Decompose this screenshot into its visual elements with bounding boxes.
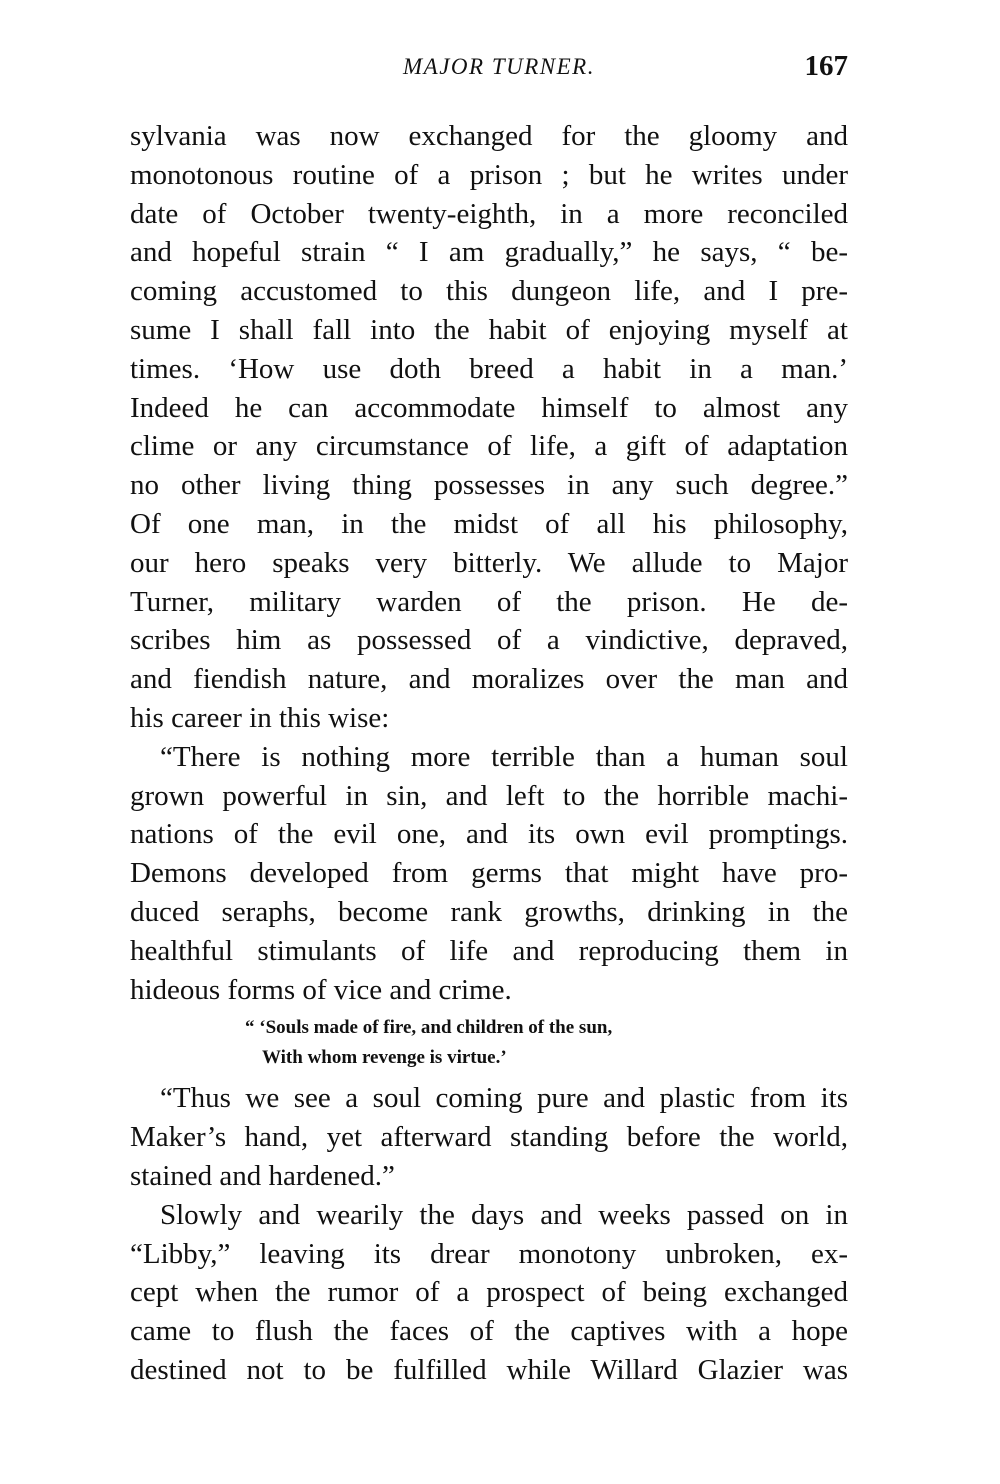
text-line: grown powerful in sin, and left to the horrible machi-: [130, 779, 848, 812]
body-text: [130, 117, 848, 1390]
text-line: “There is nothing more terrible than a human soul: [160, 740, 848, 773]
text-line: date of October twenty-eighth, in a more reconciled: [130, 197, 848, 230]
text-line: nations of the evil one, and its own evil promptings.: [130, 818, 848, 851]
text-line: no other living thing possesses in any such degree.”: [130, 469, 848, 502]
paragraphs-before-verse: [130, 117, 848, 1009]
paragraph: [130, 1079, 848, 1195]
running-head-title: MAJOR TURNER.: [403, 54, 595, 79]
text-line: came to flush the faces of the captives with a hope: [130, 1315, 848, 1348]
text-line: our hero speaks very bitterly. We allude to Major: [130, 546, 848, 579]
text-line: his career in this wise:: [130, 701, 390, 734]
text-line: stained and hardened.”: [130, 1159, 395, 1192]
text-line: monotonous routine of a prison ; but he writes under: [130, 158, 848, 191]
text-line: “Thus we see a soul coming pure and plastic from its: [160, 1082, 848, 1115]
running-head: [130, 50, 848, 84]
text-line: Slowly and wearily the days and weeks passed on in: [160, 1198, 848, 1231]
text-line: Of one man, in the midst of all his philosophy,: [130, 507, 848, 540]
text-line: cept when the rumor of a prospect of being exchanged: [130, 1276, 848, 1309]
text-line: Demons developed from germs that might have pro-: [130, 857, 848, 890]
text-line: coming accustomed to this dungeon life, and I pre-: [130, 275, 848, 308]
text-line: hideous forms of vice and crime.: [130, 973, 512, 1006]
text-line: “Libby,” leaving its drear monotony unbroken, ex-: [130, 1237, 848, 1270]
text-line: times. ‘How use doth breed a habit in a man.’: [130, 352, 848, 385]
text-line: sume I shall fall into the habit of enjoying myself at: [130, 313, 848, 346]
page-number: 167: [804, 50, 848, 82]
text-line: and fiendish nature, and moralizes over the man and: [130, 663, 848, 696]
text-line: duced seraphs, become rank growths, drinking in the: [130, 895, 848, 928]
text-line: Maker’s hand, yet afterward standing before the world,: [130, 1121, 848, 1154]
text-line: clime or any circumstance of life, a gift of adaptation: [130, 430, 848, 463]
paragraph: [130, 738, 848, 1010]
verse-line: “ ‘Souls made of fire, and children of the sun,: [245, 1017, 613, 1039]
text-line: sylvania was now exchanged for the gloomy and: [130, 120, 848, 152]
paragraph: [130, 1196, 848, 1390]
verse-line: With whom revenge is virtue.’: [262, 1047, 507, 1069]
verse-quotation: [245, 1013, 848, 1073]
text-line: destined not to be fulfilled while Willard Glazier was: [130, 1353, 848, 1386]
paragraphs-after-verse: [130, 1079, 848, 1389]
text-line: healthful stimulants of life and reproducing them in: [130, 934, 848, 967]
paragraph: [130, 117, 848, 738]
text-line: scribes him as possessed of a vindictive, depraved,: [130, 624, 848, 657]
text-line: Turner, military warden of the prison. He de-: [130, 585, 848, 618]
text-line: Indeed he can accommodate himself to almost any: [130, 391, 848, 424]
text-line: and hopeful strain “ I am gradually,” he says, “ be-: [130, 236, 848, 269]
